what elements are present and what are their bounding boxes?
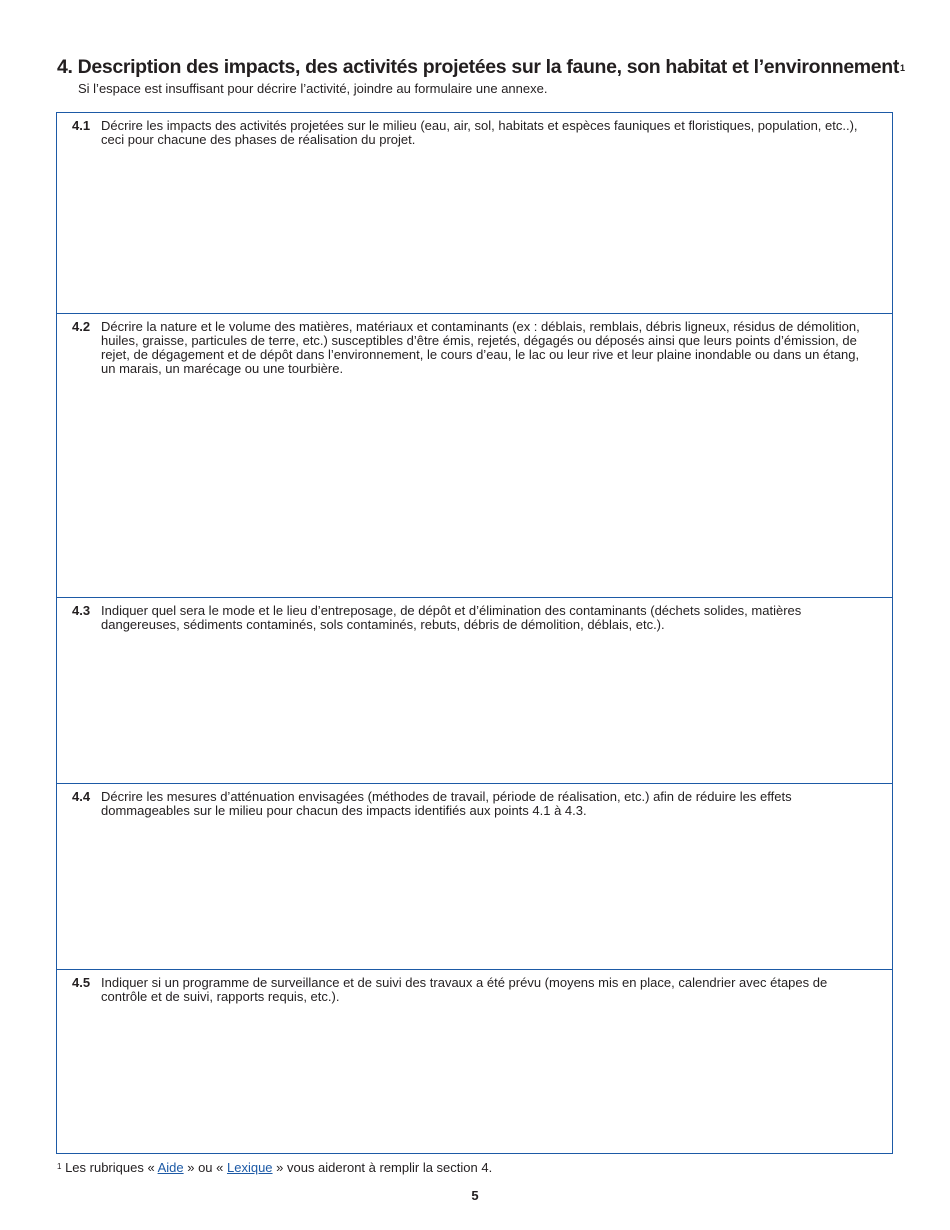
field-number: 4.2 bbox=[72, 319, 91, 334]
aide-link[interactable]: Aide bbox=[157, 1160, 184, 1175]
title-footnote-mark: 1 bbox=[900, 63, 905, 73]
field-4-2-input[interactable] bbox=[59, 380, 890, 595]
field-label bbox=[72, 790, 866, 818]
field-number: 4.4 bbox=[72, 789, 91, 804]
field-question: Indiquer quel sera le mode et le lieu d’entreposage, de dépôt et d’élimination des contaminants (déchets solides, matières dangereuses, sédiments contaminés, sols contaminés, rebuts, débris de démolition, déblais, etc.). bbox=[101, 603, 802, 632]
impact-form bbox=[56, 112, 893, 1154]
footnote-prefix: Les rubriques « bbox=[61, 1160, 158, 1175]
field-4-3 bbox=[57, 598, 892, 784]
field-number: 4.3 bbox=[72, 603, 91, 618]
field-4-4 bbox=[57, 784, 892, 970]
field-question: Décrire les mesures d’atténuation envisagées (méthodes de travail, période de réalisation, etc.) afin de réduire les effets dommageables sur le milieu pour chacun des impacts identifiés aux points 4.1 à 4.3. bbox=[101, 789, 792, 818]
footnote-middle: » ou « bbox=[183, 1160, 227, 1175]
section-instruction: Si l’espace est insuffisant pour décrire l’activité, joindre au formulaire une annexe. bbox=[78, 81, 548, 96]
field-number: 4.5 bbox=[72, 975, 91, 990]
field-label bbox=[72, 976, 866, 1004]
field-4-5-input[interactable] bbox=[59, 1010, 890, 1151]
lexique-link[interactable]: Lexique bbox=[226, 1160, 273, 1175]
field-4-5 bbox=[57, 970, 892, 1153]
field-question: Décrire la nature et le volume des matières, matériaux et contaminants (ex : déblais, remblais, débris ligneux, résidus de démolition, huiles, graisse, particules de terre, etc.) susceptibles d’être émis, rejetés, dégagés ou déposés ainsi que leurs points d’émission, de rejet, de dégagement et de dépôt dans l’environnement, le cours d’eau, le lac ou leur rive et leur plaine inondable ou dans un étang, un marais, un marécage ou une tourbière. bbox=[101, 319, 860, 376]
footnote-mark: 1 bbox=[57, 1162, 62, 1171]
field-4-4-input[interactable] bbox=[59, 824, 890, 967]
field-label bbox=[72, 320, 866, 376]
field-number: 4.1 bbox=[72, 118, 91, 133]
footnote bbox=[57, 1160, 492, 1175]
section-title bbox=[57, 55, 905, 79]
field-label bbox=[72, 604, 866, 632]
field-question: Décrire les impacts des activités projetées sur le milieu (eau, air, sol, habitats et espèces fauniques et floristiques, population, etc..), ceci pour chacune des phases de réalisation du projet. bbox=[101, 118, 858, 147]
section-title-text: 4. Description des impacts, des activités projetées sur la faune, son habitat et l’environnement bbox=[57, 56, 899, 78]
field-4-1 bbox=[57, 113, 892, 314]
field-question: Indiquer si un programme de surveillance et de suivi des travaux a été prévu (moyens mis en place, calendrier avec étapes de contrôle et de suivi, rapports requis, etc.). bbox=[101, 975, 828, 1004]
field-4-2 bbox=[57, 314, 892, 598]
footnote-suffix: » vous aideront à remplir la section 4. bbox=[272, 1160, 493, 1175]
field-label bbox=[72, 119, 866, 147]
field-4-1-input[interactable] bbox=[59, 153, 890, 311]
field-4-3-input[interactable] bbox=[59, 638, 890, 781]
page-number: 5 bbox=[471, 1188, 479, 1203]
